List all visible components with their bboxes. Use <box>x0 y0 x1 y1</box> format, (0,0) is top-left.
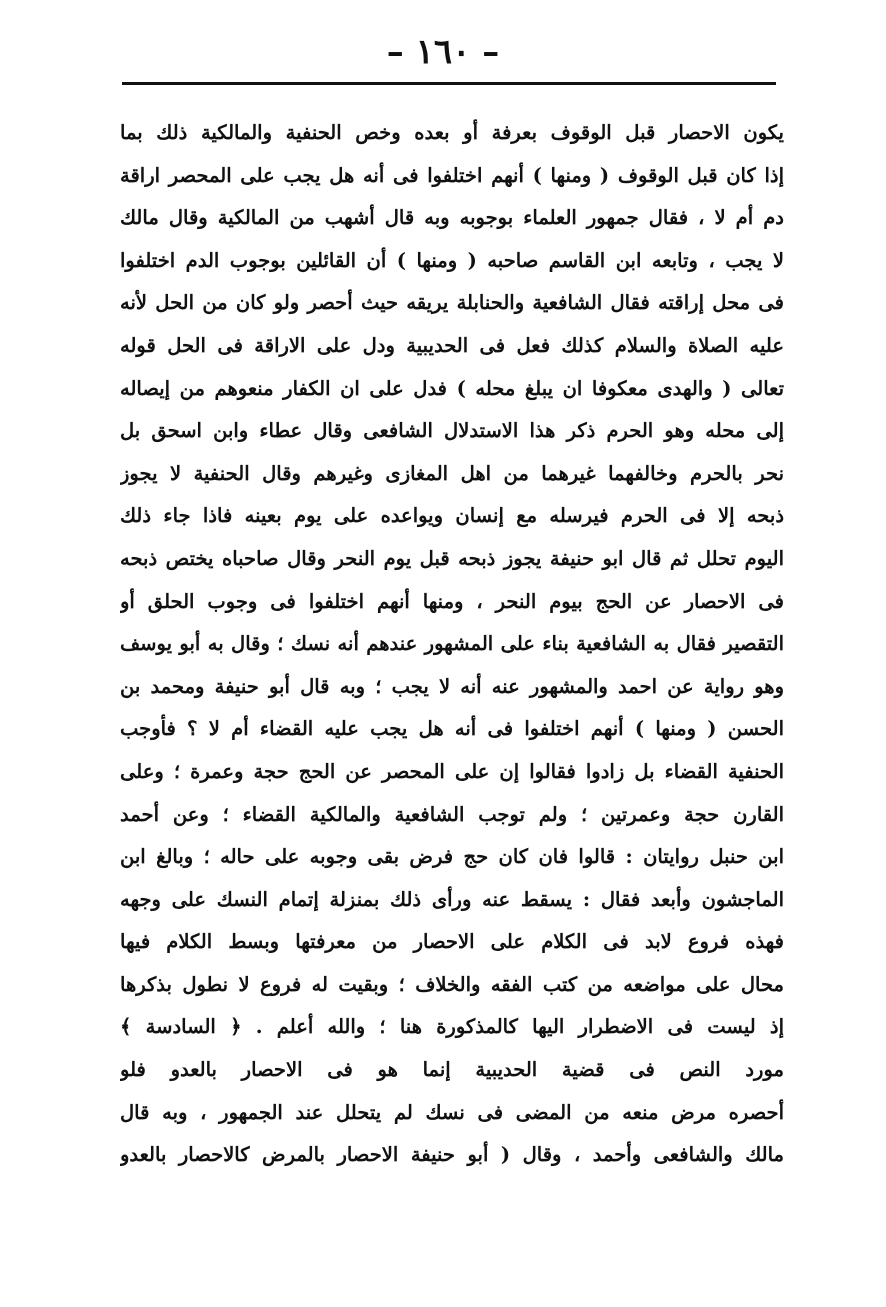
text-line-17: القارن حجة وعمرتين ؛ ولم توجب الشافعية والمالكية القضاء ؛ وعن أحمد <box>120 802 784 826</box>
text-line-3: دم أم لا ، فقال جمهور العلماء بوجوبه وبه قال أشهب من المالكية وقال مالك <box>120 206 784 230</box>
text-line-19: الماجشون وأبعد فقال : يسقط عنه ورأى ذلك بمنزلة إتمام النسك على وجهه <box>120 887 784 911</box>
text-line-25: مالك والشافعى وأحمد ، وقال ( أبو حنيفة الاحصار بالمرض كالاحصار بالعدو <box>120 1143 784 1167</box>
text-line-4: لا يجب ، وتابعه ابن القاسم صاحبه ( ومنها ) أن القائلين بوجوب الدم اختلفوا <box>120 248 784 272</box>
text-line-9: نحر بالحرم وخالفهما غيرهما من اهل المغازى وغيرهم وقال الحنفية لا يجوز <box>120 461 784 485</box>
text-line-21: محال على مواضعه من كتب الفقه والخلاف ؛ وبقيت له فروع لا نطول بذكرها <box>120 972 784 996</box>
text-line-10: ذبحه إلا فى الحرم فيرسله مع إنسان ويواعده على يوم بعينه فاذا جاء ذلك <box>120 504 784 528</box>
header-rule <box>122 82 776 85</box>
text-line-22: إذ ليست فى الاضطرار اليها كالمذكورة هنا ؛ والله أعلم . ﴿ السادسة ﴾ <box>120 1015 784 1039</box>
text-line-5: فى محل إراقته فقال الشافعية والحنابلة يريقه حيث أحصر ولو كان من الحل لأنه <box>120 291 784 315</box>
text-line-8: إلى محله وهو الحرم ذكر هذا الاستدلال الشافعى وقال عطاء وابن اسحق بل <box>120 419 784 443</box>
text-line-11: اليوم تحلل ثم قال ابو حنيفة يجوز ذبحه قبل يوم النحر وقال صاحباه يختص ذبحه <box>120 546 784 570</box>
text-line-23: مورد النص فى قضية الحديبية إنما هو فى الاحصار بالعدو فلو <box>120 1058 784 1082</box>
text-line-6: عليه الصلاة والسلام كذلك فعل فى الحديبية ودل على الاراقة فى الحل قوله <box>120 333 784 357</box>
text-line-2: إذا كان قبل الوقوف ( ومنها ) أنهم اختلفوا فى أنه هل يجب على المحصر اراقة <box>120 163 784 187</box>
text-line-12: فى الاحصار عن الحج بيوم النحر ، ومنها أنهم اختلفوا فى وجوب الحلق أو <box>120 589 784 613</box>
body-text <box>120 112 784 1177</box>
text-line-20: فهذه فروع لابد فى الكلام على الاحصار من معرفتها وبسط الكلام فيها <box>120 930 784 954</box>
page-number: – ١٦٠ – <box>386 32 500 72</box>
text-line-24: أحصره مرض منعه من المضى فى نسك لم يتحلل عند الجمهور ، وبه قال <box>120 1100 784 1124</box>
text-line-18: ابن حنبل روايتان : قالوا فان كان حج فرض بقى وجوبه على حاله ؛ وبالغ ابن <box>120 845 784 869</box>
text-line-15: الحسن ( ومنها ) أنهم اختلفوا فى أنه هل يجب عليه القضاء أم لا ؟ فأوجب <box>120 717 784 741</box>
text-line-16: الحنفية القضاء بل زادوا فقالوا إن على المحصر عن الحج حجة وعمرة ؛ وعلى <box>120 759 784 783</box>
text-line-13: التقصير فقال به الشافعية بناء على المشهور عندهم أنه نسك ؛ وقال به أبو يوسف <box>120 632 784 656</box>
text-line-14: وهو رواية عن احمد والمشهور عنه أنه لا يجب ؛ وبه قال أبو حنيفة ومحمد بن <box>120 674 784 698</box>
text-line-7: تعالى ( والهدى معكوفا ان يبلغ محله ) فدل على ان الكفار منعوهم من إيصاله <box>120 376 784 400</box>
text-line-1: يكون الاحصار قبل الوقوف بعرفة أو بعده وخص الحنفية والمالكية ذلك بما <box>120 121 784 144</box>
